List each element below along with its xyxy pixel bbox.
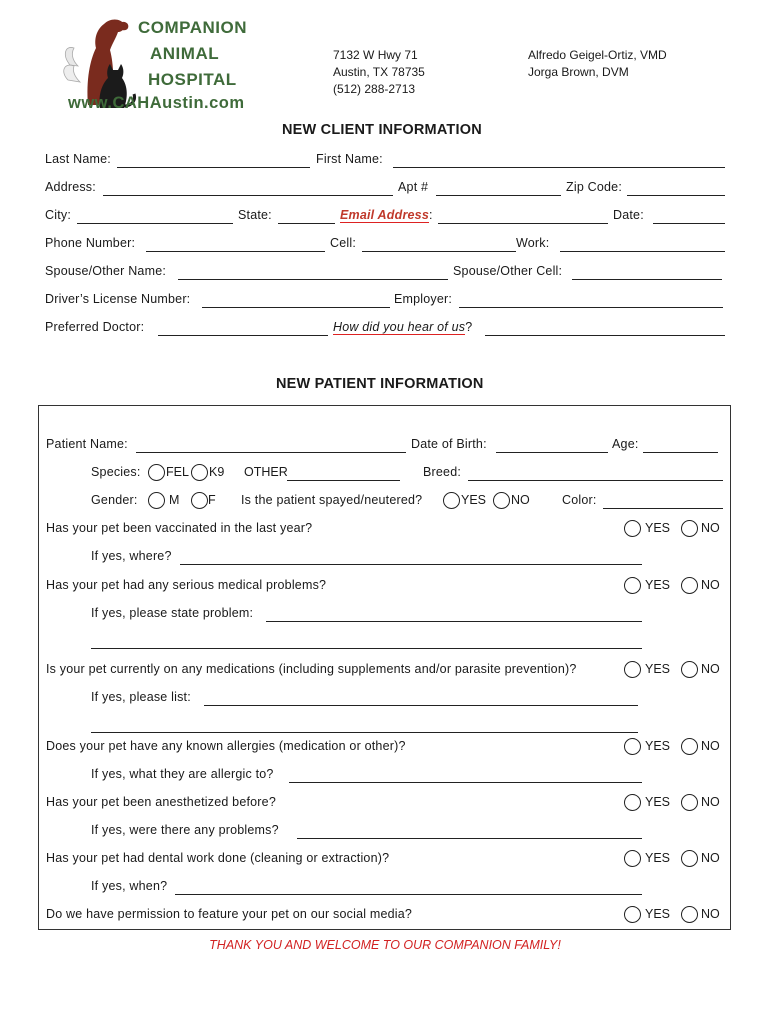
social-no-label: NO (701, 907, 720, 921)
address-phone: (512) 288-2713 (333, 82, 416, 96)
logo-line-companion: COMPANION (138, 18, 248, 37)
medications-yes-radio[interactable] (624, 661, 641, 678)
license-field[interactable] (202, 307, 390, 308)
allergies-no-radio[interactable] (681, 738, 698, 755)
phone-field[interactable] (146, 251, 325, 252)
color-field[interactable] (603, 508, 723, 509)
medical-problem-field-2[interactable] (91, 648, 642, 649)
vaccinated-where-field[interactable] (180, 564, 642, 565)
state-label: State: (238, 208, 272, 222)
email-label (340, 208, 433, 222)
footer-thanks: THANK YOU AND WELCOME TO OUR COMPANION FAMILY! (209, 938, 561, 952)
gender-m-radio[interactable] (148, 492, 165, 509)
spayed-label: Is the patient spayed/neutered? (241, 493, 423, 507)
last-name-field[interactable] (117, 167, 310, 168)
color-label: Color: (562, 493, 597, 507)
spayed-yes-radio[interactable] (443, 492, 460, 509)
breed-field[interactable] (468, 480, 723, 481)
date-label: Date: (613, 208, 644, 222)
q-allergies: Does your pet have any known allergies (medication or other)? (46, 739, 406, 753)
allergies-yes-label: YES (645, 739, 671, 753)
doctor-2: Jorga Brown, DVM (528, 65, 629, 79)
first-name-field[interactable] (393, 167, 725, 168)
email-field[interactable] (438, 223, 608, 224)
q-medical-followup: If yes, please state problem: (91, 606, 254, 620)
allergies-no-label: NO (701, 739, 720, 753)
zip-field[interactable] (627, 195, 725, 196)
q-allergies-followup: If yes, what they are allergic to? (91, 767, 274, 781)
q-anesthetized-followup: If yes, were there any problems? (91, 823, 279, 837)
medications-list-field[interactable] (204, 705, 638, 706)
medications-list-field-2[interactable] (91, 732, 638, 733)
employer-label: Employer: (394, 292, 453, 306)
gender-label: Gender: (91, 493, 138, 507)
spouse-name-field[interactable] (178, 279, 448, 280)
vaccinated-no-radio[interactable] (681, 520, 698, 537)
medical-no-label: NO (701, 578, 720, 592)
gender-f-label: F (208, 493, 216, 507)
dental-yes-label: YES (645, 851, 671, 865)
species-label: Species: (91, 465, 141, 479)
zip-label: Zip Code: (566, 180, 622, 194)
social-yes-radio[interactable] (624, 906, 641, 923)
vaccinated-yes-radio[interactable] (624, 520, 641, 537)
spayed-no-radio[interactable] (493, 492, 510, 509)
age-field[interactable] (643, 452, 718, 453)
apt-label: Apt # (398, 180, 429, 194)
vaccinated-yes-label: YES (645, 521, 671, 535)
anesthetized-field[interactable] (297, 838, 642, 839)
q-social: Do we have permission to feature your pet on our social media? (46, 907, 413, 921)
vaccinated-no-label: NO (701, 521, 720, 535)
dental-no-label: NO (701, 851, 720, 865)
client-section-title: NEW CLIENT INFORMATION (282, 122, 482, 138)
hear-of-us-field[interactable] (485, 335, 725, 336)
hear-of-us-text: How did you hear of us (333, 320, 466, 334)
apt-field[interactable] (436, 195, 561, 196)
q-dental: Has your pet had dental work done (cleaning or extraction)? (46, 851, 390, 865)
social-no-radio[interactable] (681, 906, 698, 923)
doctor-list (528, 47, 667, 81)
breed-label: Breed: (423, 465, 462, 479)
address-city: Austin, TX 78735 (333, 65, 425, 79)
species-fel-radio[interactable] (148, 464, 165, 481)
species-k9-label: K9 (209, 465, 225, 479)
patient-name-field[interactable] (136, 452, 406, 453)
spouse-cell-field[interactable] (572, 279, 722, 280)
spayed-yes-label: YES (461, 493, 487, 507)
species-other-label: OTHER (244, 465, 288, 479)
phone-label: Phone Number: (45, 236, 136, 250)
medications-no-radio[interactable] (681, 661, 698, 678)
gender-f-radio[interactable] (191, 492, 208, 509)
medications-no-label: NO (701, 662, 720, 676)
cell-field[interactable] (362, 251, 516, 252)
cell-label: Cell: (330, 236, 357, 250)
medical-yes-radio[interactable] (624, 577, 641, 594)
anesthetized-yes-label: YES (645, 795, 671, 809)
species-other-field[interactable] (287, 480, 400, 481)
social-yes-label: YES (645, 907, 671, 921)
hear-of-us-q: ? (465, 320, 473, 334)
q-medical: Has your pet had any serious medical problems? (46, 578, 327, 592)
logo (60, 10, 260, 115)
anesthetized-yes-radio[interactable] (624, 794, 641, 811)
medical-no-radio[interactable] (681, 577, 698, 594)
license-label: Driver’s License Number: (45, 292, 191, 306)
dental-no-radio[interactable] (681, 850, 698, 867)
logo-url: www.CAHAustin.com (68, 94, 245, 112)
medical-problem-field[interactable] (266, 621, 642, 622)
q-dental-followup: If yes, when? (91, 879, 168, 893)
patient-section-title: NEW PATIENT INFORMATION (276, 376, 484, 392)
anesthetized-no-label: NO (701, 795, 720, 809)
date-field[interactable] (653, 223, 725, 224)
logo-line-animal: ANIMAL (150, 44, 220, 63)
doctor-1: Alfredo Geigel-Ortiz, VMD (528, 48, 667, 62)
preferred-doctor-label: Preferred Doctor: (45, 320, 145, 334)
q-anesthetized: Has your pet been anesthetized before? (46, 795, 276, 809)
spouse-cell-label: Spouse/Other Cell: (453, 264, 563, 278)
logo-line-hospital: HOSPITAL (148, 70, 237, 89)
city-label: City: (45, 208, 71, 222)
q-medications: Is your pet currently on any medications (including supplements and/or parasite prevention)? (46, 662, 577, 676)
email-label-text: Email Address (340, 208, 429, 222)
allergies-field[interactable] (289, 782, 642, 783)
address-label: Address: (45, 180, 96, 194)
work-label: Work: (516, 236, 550, 250)
medical-yes-label: YES (645, 578, 671, 592)
last-name-label: Last Name: (45, 152, 111, 166)
allergies-yes-radio[interactable] (624, 738, 641, 755)
gender-m-label: M (169, 493, 180, 507)
preferred-doctor-field[interactable] (158, 335, 328, 336)
dob-field[interactable] (496, 452, 608, 453)
q-medications-followup: If yes, please list: (91, 690, 191, 704)
age-label: Age: (612, 437, 639, 451)
first-name-label: First Name: (316, 152, 383, 166)
clinic-address (333, 47, 425, 98)
dental-yes-radio[interactable] (624, 850, 641, 867)
medications-yes-label: YES (645, 662, 671, 676)
email-label-colon: : (428, 208, 433, 222)
spayed-no-label: NO (511, 493, 530, 507)
anesthetized-no-radio[interactable] (681, 794, 698, 811)
dob-label: Date of Birth: (411, 437, 487, 451)
species-fel-label: FEL (166, 465, 189, 479)
city-field[interactable] (77, 223, 233, 224)
address-field[interactable] (103, 195, 393, 196)
species-k9-radio[interactable] (191, 464, 208, 481)
q-vaccinated-followup: If yes, where? (91, 549, 172, 563)
employer-field[interactable] (459, 307, 723, 308)
work-field[interactable] (560, 251, 725, 252)
address-street: 7132 W Hwy 71 (333, 48, 418, 62)
q-vaccinated: Has your pet been vaccinated in the last year? (46, 521, 313, 535)
patient-name-label: Patient Name: (46, 437, 128, 451)
state-field[interactable] (278, 223, 335, 224)
dental-when-field[interactable] (175, 894, 642, 895)
hear-of-us-label (333, 320, 472, 334)
spouse-name-label: Spouse/Other Name: (45, 264, 167, 278)
